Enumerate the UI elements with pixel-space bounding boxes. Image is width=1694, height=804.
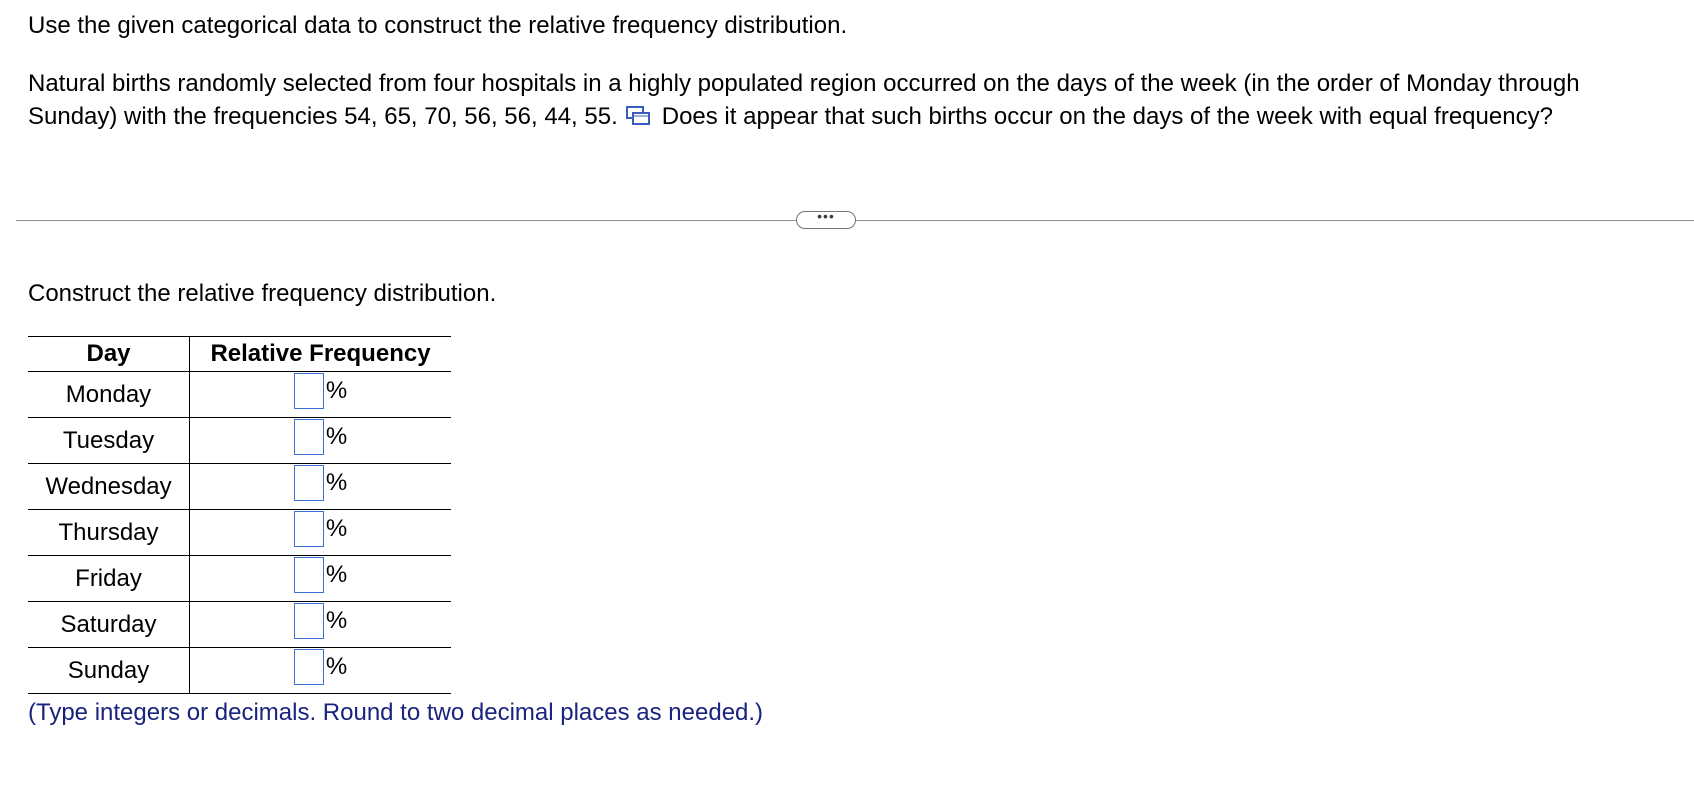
table-row [28, 510, 451, 556]
table-row [28, 372, 451, 418]
table-row [28, 418, 451, 464]
problem-statement [28, 68, 1658, 135]
relative-frequency-cell [190, 418, 452, 464]
table-row [28, 648, 451, 694]
answer-input-wednesday[interactable] [294, 465, 324, 501]
relative-frequency-cell [190, 602, 452, 648]
copy-data-icon[interactable] [626, 103, 650, 136]
day-cell: Saturday [28, 602, 190, 648]
relative-frequency-cell [190, 510, 452, 556]
day-cell: Friday [28, 556, 190, 602]
answer-input-saturday[interactable] [294, 603, 324, 639]
rounding-hint: (Type integers or decimals. Round to two decimal places as needed.) [28, 699, 764, 726]
answer-input-sunday[interactable] [294, 649, 324, 685]
table-row [28, 464, 451, 510]
relative-frequency-cell [190, 372, 452, 418]
answer-input-thursday[interactable] [294, 511, 324, 547]
construct-prompt: Construct the relative frequency distribution. [28, 280, 497, 307]
answer-input-friday[interactable] [294, 557, 324, 593]
percent-sign: % [325, 423, 348, 450]
percent-sign: % [325, 561, 348, 588]
answer-input-monday[interactable] [294, 373, 324, 409]
percent-sign: % [325, 469, 348, 496]
day-cell: Wednesday [28, 464, 190, 510]
table-header-row [28, 337, 451, 372]
problem-text-after: Does it appear that such births occur on the days of the week with equal frequency? [661, 102, 1553, 130]
day-cell: Tuesday [28, 418, 190, 464]
table-row [28, 556, 451, 602]
problem-text-before: Natural births randomly selected from four hospitals in a highly populated region occurred on the days of the week (in the order of Monday through Sunday) with the frequencies 54, 65, 70, 56, 56, 44, 55. [28, 70, 1580, 130]
relative-frequency-cell [190, 464, 452, 510]
day-cell: Monday [28, 372, 190, 418]
question-instruction: Use the given categorical data to construct the relative frequency distribution. [28, 12, 848, 39]
day-cell: Sunday [28, 648, 190, 694]
header-relative-frequency: Relative Frequency [190, 337, 452, 372]
header-day: Day [28, 337, 190, 372]
relative-frequency-cell [190, 556, 452, 602]
day-cell: Thursday [28, 510, 190, 556]
percent-sign: % [325, 607, 348, 634]
expand-more-button[interactable]: ••• [796, 211, 856, 229]
percent-sign: % [325, 653, 348, 680]
percent-sign: % [325, 515, 348, 542]
table-row [28, 602, 451, 648]
percent-sign: % [325, 377, 348, 404]
relative-frequency-table [28, 336, 451, 694]
answer-input-tuesday[interactable] [294, 419, 324, 455]
relative-frequency-cell [190, 648, 452, 694]
